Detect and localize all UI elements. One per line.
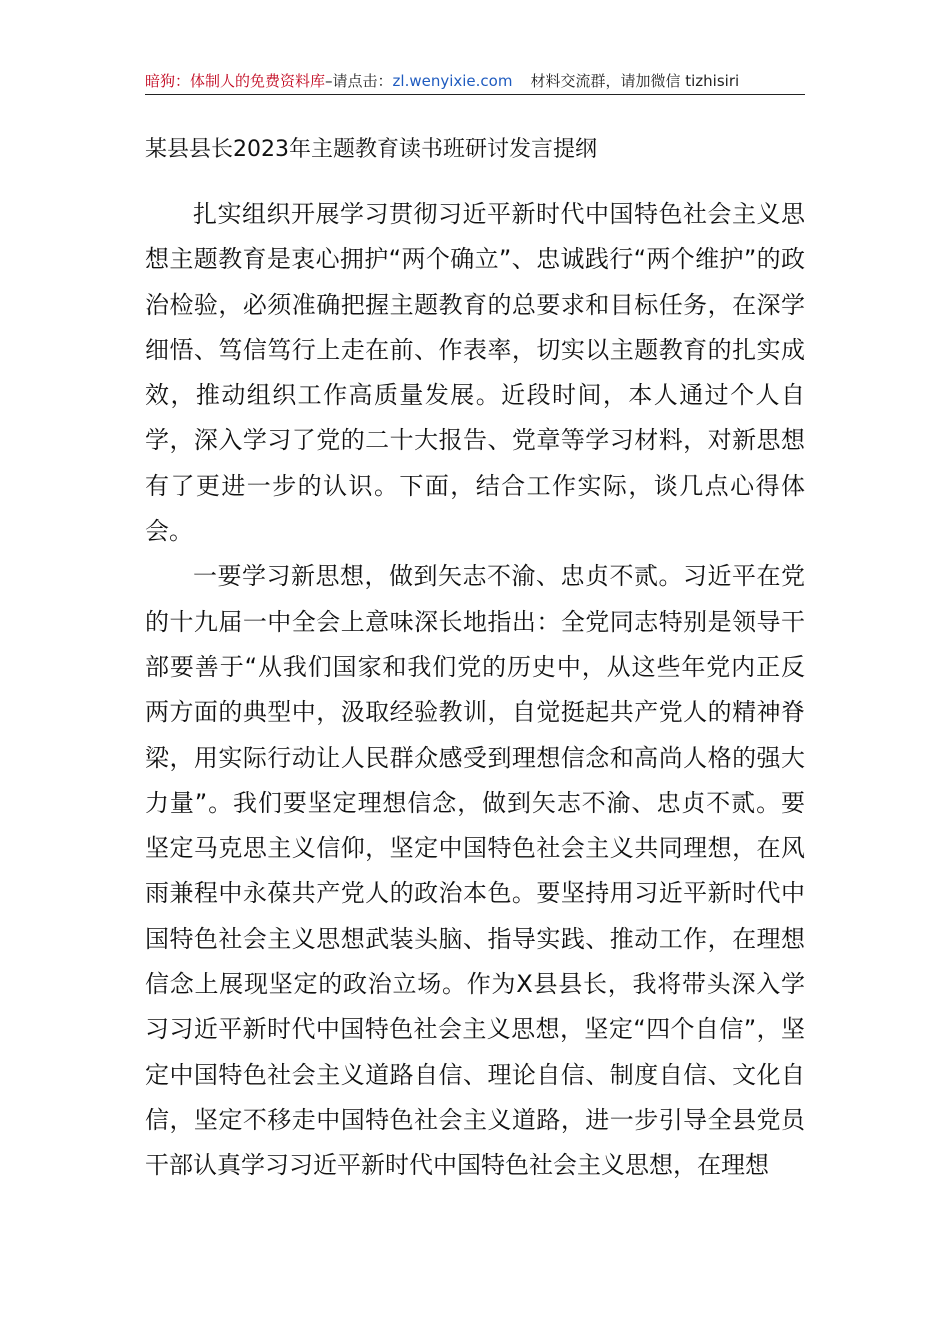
document-body: [145, 192, 805, 1189]
page-header: [145, 70, 805, 96]
document-title: 某县县长2023年主题教育读书班研讨发言提纲: [145, 137, 597, 162]
header-divider: [145, 94, 805, 95]
header-url-link[interactable]: zl.wenyixie.com: [392, 72, 513, 90]
header-brand-link[interactable]: 暗狗：体制人的免费资料库: [145, 72, 326, 90]
paragraph: 扎实组织开展学习贯彻习近平新时代中国特色社会主义思想主题教育是衷心拥护“两个确立”、忠诚践行“两个维护”的政治检验，必须准确把握主题教育的总要求和目标任务，在深学细悟、笃信笃行上走在前、作表率，切实以主题教育的扎实成效，推动组织工作高质量发展。近段时间，本人通过个人自学，深入学习了党的二十大报告、党章等学习材料，对新思想有了更进一步的认识。下面，结合工作实际，谈几点心得体会。: [145, 200, 805, 546]
header-group-note: 材料交流群，请加微信 tizhisiri: [530, 72, 740, 90]
paragraph: 一要学习新思想，做到矢志不渝、忠贞不贰。习近平在党的十九届一中全会上意味深长地指出：全党同志特别是领导干部要善于“从我们国家和我们党的历史中，从这些年党内正反两方面的典型中，汲取经验教训，自觉挺起共产党人的精神脊梁，用实际行动让人民群众感受到理想信念和高尚人格的强大力量”。我们要坚定理想信念，做到矢志不渝、忠贞不贰。要坚定马克思主义信仰，坚定中国特色社会主义共同理想，在风雨兼程中永葆共产党人的政治本色。要坚持用习近平新时代中国特色社会主义思想武装头脑、指导实践、推动工作，在理想信念上展现坚定的政治立场。作为X县县长，我将带头深入学习习近平新时代中国特色社会主义思想，坚定“四个自信”，坚定中国特色社会主义道路自信、理论自信、制度自信、文化自信，坚定不移走中国特色社会主义道路，进一步引导全县党员干部认真学习习近平新时代中国特色社会主义思想，在理想: [145, 562, 805, 1180]
header-prompt: –请点击：: [325, 72, 393, 90]
